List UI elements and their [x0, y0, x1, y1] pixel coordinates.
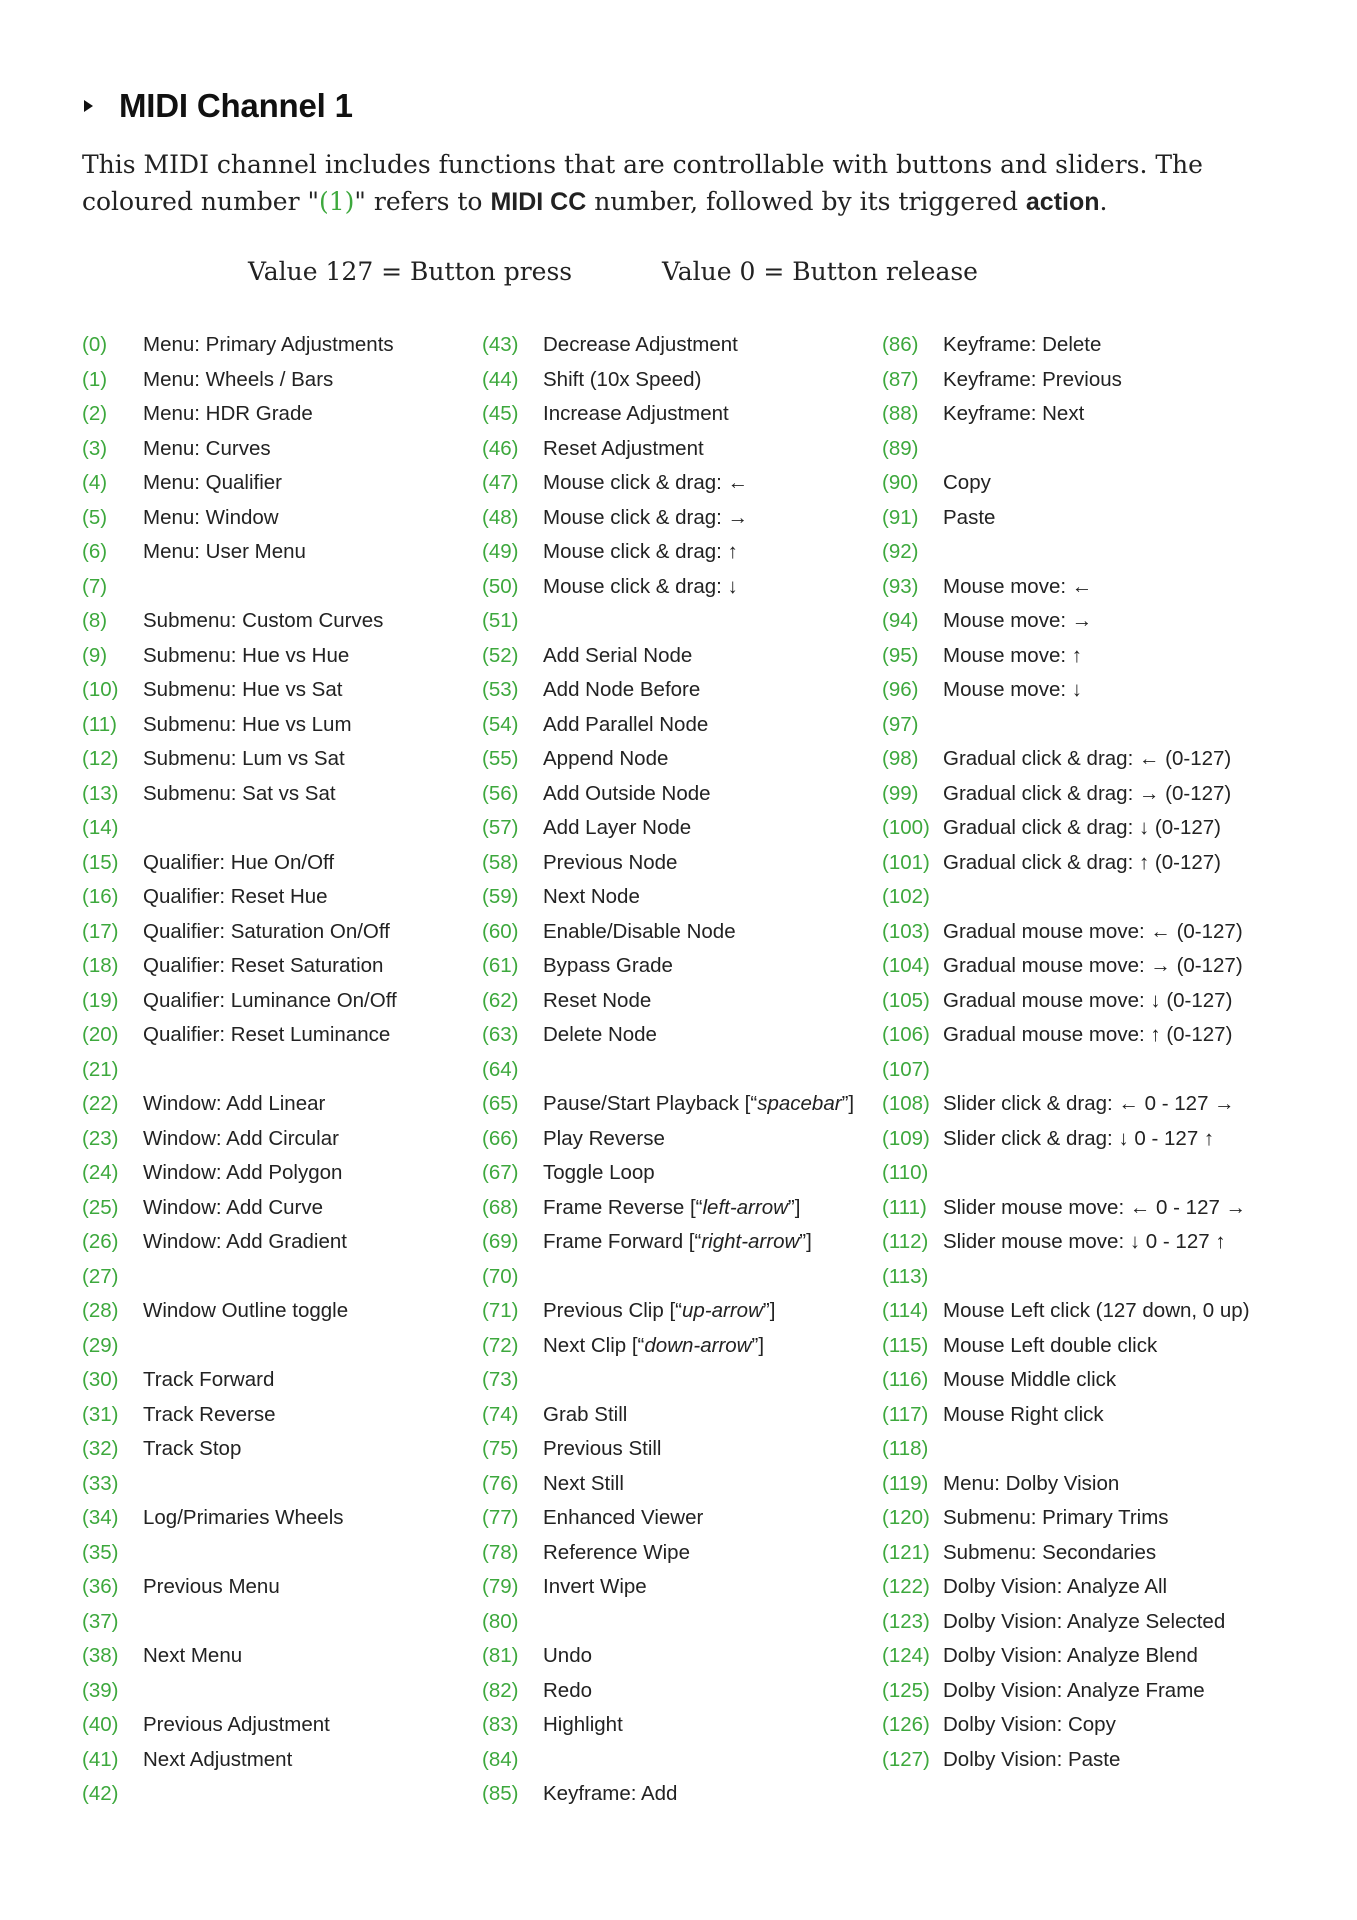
cc-number: (122) [882, 1575, 930, 1598]
cc-action: Track Reverse [143, 1402, 276, 1426]
cc-number: (14) [82, 816, 119, 839]
intro-cc-example: (1) [319, 187, 355, 216]
cc-number: (1) [82, 367, 108, 391]
cc-action: Dolby Vision: Analyze All [943, 1575, 1168, 1598]
cc-number: (24) [82, 1161, 119, 1184]
cc-number: (112) [882, 1230, 929, 1253]
cc-action: Highlight [543, 1713, 623, 1736]
intro-text-4: . [1099, 187, 1108, 216]
cc-number: (75) [482, 1437, 519, 1460]
cc-number: (53) [482, 678, 519, 701]
cc-number: (36) [82, 1575, 119, 1598]
cc-number: (13) [82, 781, 119, 805]
cc-number: (108) [882, 1092, 930, 1115]
cc-number: (87) [882, 367, 919, 391]
cc-number: (3) [82, 436, 108, 460]
cc-action: Mouse click & drag: ↑ [543, 540, 738, 563]
cc-number: (32) [82, 1437, 119, 1460]
cc-action: Submenu: Hue vs Sat [143, 678, 343, 701]
cc-number: (55) [482, 747, 519, 770]
cc-action: Play Reverse [543, 1126, 665, 1150]
cc-number: (71) [482, 1299, 519, 1322]
cc-action: Paste [943, 505, 996, 529]
cc-number: (65) [482, 1092, 519, 1115]
cc-action: Decrease Adjustment [543, 333, 738, 356]
cc-number: (58) [482, 850, 519, 874]
cc-number: (8) [82, 609, 108, 632]
cc-number: (46) [482, 436, 519, 460]
cc-number: (60) [482, 919, 519, 943]
cc-number: (125) [882, 1678, 930, 1702]
keyboard-key: down-arrow [644, 1333, 752, 1357]
cc-number: (18) [82, 954, 119, 977]
cc-number: (43) [482, 333, 519, 356]
cc-action: Slider click & drag: ← 0 - 127 → [943, 1092, 1235, 1115]
intro-midi-cc: MIDI CC [490, 188, 587, 216]
value-press-label: Value 127 = Button press [248, 257, 573, 286]
cc-number: (92) [882, 540, 919, 563]
cc-number: (42) [82, 1782, 119, 1805]
cc-action [543, 1087, 854, 1122]
cc-number: (82) [482, 1678, 519, 1702]
cc-number: (114) [882, 1299, 929, 1322]
cc-number: (99) [882, 781, 919, 805]
cc-action: Redo [543, 1678, 593, 1702]
cc-number: (28) [82, 1299, 119, 1322]
cc-action: Qualifier: Saturation On/Off [143, 919, 390, 943]
cc-number: (102) [882, 885, 930, 908]
cc-number: (117) [882, 1402, 929, 1426]
cc-number: (69) [482, 1230, 519, 1253]
cc-number: (76) [482, 1471, 519, 1495]
cc-number: (84) [482, 1747, 519, 1771]
cc-action: Submenu: Primary Trims [943, 1506, 1169, 1529]
cc-number: (81) [482, 1644, 519, 1667]
cc-number: (91) [882, 505, 919, 529]
cc-action: Qualifier: Luminance On/Off [143, 988, 397, 1012]
cc-number: (78) [482, 1540, 519, 1564]
cc-action: Mouse move: → [943, 609, 1093, 632]
cc-action-suffix: ”] [751, 1333, 765, 1357]
cc-number: (6) [82, 540, 108, 563]
cc-number: (0) [82, 333, 108, 356]
cc-number: (52) [482, 643, 519, 667]
cc-number: (22) [82, 1092, 119, 1115]
keyboard-key: up-arrow [682, 1299, 763, 1322]
cc-action: Bypass Grade [543, 954, 673, 977]
cc-action: Shift (10x Speed) [543, 367, 702, 391]
cc-action: Window Outline toggle [143, 1299, 349, 1322]
cc-action-suffix: ”] [787, 1195, 801, 1219]
cc-action-text: Previous Clip [“ [543, 1299, 682, 1322]
cc-action: Qualifier: Hue On/Off [143, 850, 335, 874]
cc-action: Slider mouse move: ↓ 0 - 127 ↑ [943, 1230, 1226, 1253]
cc-action: Submenu: Hue vs Lum [143, 712, 352, 736]
cc-number: (80) [482, 1609, 519, 1633]
cc-number: (17) [82, 919, 119, 943]
keyboard-key: spacebar [757, 1092, 842, 1115]
cc-number: (73) [482, 1368, 519, 1391]
cc-number: (37) [82, 1609, 119, 1633]
cc-action: Mouse Right click [943, 1402, 1104, 1426]
cc-action: Window: Add Linear [143, 1092, 326, 1115]
cc-action: Previous Still [543, 1437, 662, 1460]
section-heading[interactable] [84, 84, 353, 128]
cc-action: Reset Node [543, 988, 652, 1012]
cc-number: (63) [482, 1023, 519, 1046]
cc-number: (66) [482, 1126, 519, 1150]
cc-number: (124) [882, 1644, 930, 1667]
cc-number: (16) [82, 885, 119, 908]
cc-number: (79) [482, 1575, 519, 1598]
cc-number: (30) [82, 1368, 119, 1391]
cc-action: Submenu: Secondaries [943, 1540, 1157, 1564]
cc-action: Next Node [543, 885, 640, 908]
cc-action: Menu: Window [143, 505, 279, 529]
cc-action: Submenu: Lum vs Sat [143, 747, 345, 770]
cc-action: Keyframe: Delete [943, 333, 1102, 356]
cc-number: (62) [482, 988, 519, 1012]
cc-action: Menu: Dolby Vision [943, 1471, 1120, 1495]
cc-number: (38) [82, 1644, 119, 1667]
cc-number: (68) [482, 1195, 519, 1219]
cc-number: (113) [882, 1264, 929, 1288]
cc-action: Toggle Loop [543, 1161, 655, 1184]
cc-action-text: Frame Forward [“ [543, 1230, 702, 1253]
cc-number: (106) [882, 1023, 930, 1046]
cc-number: (59) [482, 885, 519, 908]
cc-action: Gradual mouse move: ← (0-127) [943, 919, 1243, 943]
cc-action: Keyframe: Add [543, 1782, 678, 1805]
cc-action: Reference Wipe [543, 1540, 690, 1564]
cc-action: Mouse Left double click [943, 1333, 1158, 1357]
cc-action: Enable/Disable Node [543, 919, 736, 943]
cc-number: (54) [482, 712, 519, 736]
cc-number: (126) [882, 1713, 930, 1736]
cc-number: (31) [82, 1402, 119, 1426]
cc-number: (111) [882, 1195, 927, 1219]
cc-action: Window: Add Polygon [143, 1161, 343, 1184]
cc-action [543, 1294, 775, 1329]
cc-action: Gradual click & drag: ↑ (0-127) [943, 850, 1222, 874]
cc-action [543, 1225, 812, 1260]
cc-number: (26) [82, 1230, 119, 1253]
cc-action: Menu: HDR Grade [143, 402, 313, 425]
cc-number: (15) [82, 850, 119, 874]
cc-action [543, 1191, 800, 1226]
cc-number: (51) [482, 609, 519, 632]
cc-action: Mouse move: ↑ [943, 643, 1082, 667]
cc-action: Next Adjustment [143, 1747, 293, 1771]
cc-number: (115) [882, 1333, 929, 1357]
cc-number: (57) [482, 816, 519, 839]
cc-action: Dolby Vision: Analyze Blend [943, 1644, 1198, 1667]
cc-action: Mouse move: ↓ [943, 678, 1082, 701]
cc-action-suffix: ”] [762, 1299, 776, 1322]
cc-action: Reset Adjustment [543, 436, 704, 460]
cc-action: Qualifier: Reset Luminance [143, 1023, 391, 1046]
cc-number: (116) [882, 1368, 929, 1391]
cc-number: (110) [882, 1161, 929, 1184]
cc-action: Grab Still [543, 1402, 628, 1426]
cc-action: Menu: Wheels / Bars [143, 367, 334, 391]
cc-number: (103) [882, 919, 930, 943]
cc-action: Track Forward [143, 1368, 275, 1391]
section-title: MIDI Channel 1 [119, 87, 353, 124]
cc-action: Menu: Qualifier [143, 471, 283, 494]
cc-number: (107) [882, 1057, 930, 1081]
cc-action: Submenu: Custom Curves [143, 609, 384, 632]
cc-action: Previous Adjustment [143, 1713, 330, 1736]
cc-number: (20) [82, 1023, 119, 1046]
cc-number: (86) [882, 333, 919, 356]
cc-number: (119) [882, 1471, 929, 1495]
cc-number: (21) [82, 1057, 119, 1081]
cc-number: (45) [482, 402, 519, 425]
cc-number: (61) [482, 954, 519, 977]
cc-action: Log/Primaries Wheels [143, 1506, 344, 1529]
cc-action: Mouse click & drag: → [543, 505, 749, 529]
cc-number: (25) [82, 1195, 119, 1219]
cc-action: Gradual click & drag: ← (0-127) [943, 747, 1232, 770]
cc-number: (34) [82, 1506, 119, 1529]
cc-action [543, 1329, 764, 1364]
cc-action: Gradual mouse move: → (0-127) [943, 954, 1243, 977]
cc-action: Window: Add Curve [143, 1195, 324, 1219]
cc-action: Dolby Vision: Analyze Selected [943, 1609, 1226, 1633]
cc-action: Qualifier: Reset Saturation [143, 954, 384, 977]
cc-number: (83) [482, 1713, 519, 1736]
cc-number: (77) [482, 1506, 519, 1529]
cc-number: (85) [482, 1782, 519, 1805]
intro-text-3: number, followed by its triggered [586, 187, 1026, 216]
cc-number: (2) [82, 402, 108, 425]
cc-number: (35) [82, 1540, 119, 1564]
cc-number: (118) [882, 1437, 929, 1460]
cc-number: (127) [882, 1747, 930, 1771]
cc-action: Add Layer Node [543, 816, 692, 839]
cc-action-suffix: ”] [799, 1230, 812, 1253]
cc-number: (123) [882, 1609, 930, 1633]
cc-action: Track Stop [143, 1437, 242, 1460]
cc-number: (29) [82, 1333, 119, 1357]
cc-action: Mouse Middle click [943, 1368, 1117, 1391]
cc-number: (19) [82, 988, 119, 1012]
cc-action: Add Serial Node [543, 643, 693, 667]
cc-number: (49) [482, 540, 519, 563]
cc-number: (33) [82, 1471, 119, 1495]
cc-action: Copy [943, 471, 991, 494]
cc-number: (5) [82, 505, 108, 529]
intro-text-1: This MIDI channel includes functions that are controllable with buttons and sliders. The coloured number " [82, 150, 1203, 216]
cc-action: Previous Node [543, 850, 678, 874]
intro-action: action [1025, 188, 1100, 216]
cc-action: Add Parallel Node [543, 712, 709, 736]
cc-number: (11) [82, 712, 117, 736]
cc-action: Submenu: Sat vs Sat [143, 781, 336, 805]
cc-number: (90) [882, 471, 919, 494]
cc-number: (12) [82, 747, 119, 770]
cc-number: (104) [882, 954, 930, 977]
cc-number: (95) [882, 643, 919, 667]
intro-paragraph [82, 146, 1282, 221]
cc-action: Gradual click & drag: ↓ (0-127) [943, 816, 1222, 839]
cc-action: Increase Adjustment [543, 402, 729, 425]
cc-action: Gradual mouse move: ↓ (0-127) [943, 988, 1233, 1012]
cc-number: (70) [482, 1264, 519, 1288]
cc-action: Undo [543, 1644, 593, 1667]
cc-number: (47) [482, 471, 519, 494]
cc-action: Slider mouse move: ← 0 - 127 → [943, 1195, 1247, 1219]
cc-number: (56) [482, 781, 519, 805]
cc-number: (10) [82, 678, 119, 701]
cc-number: (89) [882, 436, 919, 460]
cc-number: (40) [82, 1713, 119, 1736]
cc-action: Invert Wipe [543, 1575, 647, 1598]
cc-action: Keyframe: Previous [943, 367, 1122, 391]
cc-action: Menu: Curves [143, 436, 271, 460]
cc-number: (4) [82, 471, 108, 494]
cc-number: (41) [82, 1747, 119, 1771]
cc-action: Slider click & drag: ↓ 0 - 127 ↑ [943, 1126, 1215, 1150]
cc-action: Qualifier: Reset Hue [143, 885, 328, 908]
cc-number: (67) [482, 1161, 519, 1184]
cc-number: (94) [882, 609, 919, 632]
cc-action: Dolby Vision: Copy [943, 1713, 1116, 1736]
cc-action: Mouse Left click (127 down, 0 up) [943, 1299, 1250, 1322]
cc-number: (121) [882, 1540, 930, 1564]
cc-action: Next Still [543, 1471, 624, 1495]
cc-number: (109) [882, 1126, 930, 1150]
cc-number: (9) [82, 643, 108, 667]
cc-number: (97) [882, 712, 919, 736]
cc-action: Enhanced Viewer [543, 1506, 704, 1529]
intro-text-2: " refers to [354, 187, 491, 216]
cc-action: Mouse click & drag: ↓ [543, 574, 738, 598]
cc-number: (74) [482, 1402, 519, 1426]
cc-action: Add Outside Node [543, 781, 711, 805]
cc-action-text: Pause/Start Playback [“ [543, 1092, 758, 1115]
keyboard-key: left-arrow [702, 1195, 788, 1219]
cc-action: Submenu: Hue vs Hue [143, 643, 350, 667]
cc-action: Previous Menu [143, 1575, 280, 1598]
cc-action: Gradual mouse move: ↑ (0-127) [943, 1023, 1233, 1046]
cc-number: (100) [882, 816, 930, 839]
cc-action-suffix: ”] [841, 1092, 855, 1115]
disclosure-triangle-icon[interactable] [84, 100, 93, 112]
cc-action: Mouse click & drag: ← [543, 471, 749, 494]
cc-action: Delete Node [543, 1023, 657, 1046]
cc-action-text: Next Clip [“ [543, 1333, 645, 1357]
cc-number: (39) [82, 1678, 119, 1702]
cc-action: Mouse move: ← [943, 574, 1093, 598]
cc-number: (96) [882, 678, 919, 701]
cc-action: Next Menu [143, 1644, 243, 1667]
cc-number: (93) [882, 574, 919, 598]
cc-action: Window: Add Gradient [143, 1230, 347, 1253]
cc-action: Gradual click & drag: → (0-127) [943, 781, 1232, 805]
cc-action: Dolby Vision: Analyze Frame [943, 1678, 1205, 1702]
cc-number: (105) [882, 988, 930, 1012]
cc-action: Append Node [543, 747, 669, 770]
cc-number: (50) [482, 574, 519, 598]
value-release-label: Value 0 = Button release [662, 257, 978, 286]
cc-number: (120) [882, 1506, 930, 1529]
cc-number: (7) [82, 574, 108, 598]
cc-number: (44) [482, 367, 519, 391]
cc-number: (101) [882, 850, 930, 874]
cc-number: (88) [882, 402, 919, 425]
cc-number: (27) [82, 1264, 119, 1288]
cc-number: (98) [882, 747, 919, 770]
cc-number: (48) [482, 505, 519, 529]
cc-number: (72) [482, 1333, 519, 1357]
cc-action: Keyframe: Next [943, 402, 1085, 425]
cc-number: (64) [482, 1057, 519, 1081]
cc-number: (23) [82, 1126, 119, 1150]
cc-action: Window: Add Circular [143, 1126, 339, 1150]
cc-action: Menu: Primary Adjustments [143, 333, 394, 356]
cc-action-text: Frame Reverse [“ [543, 1195, 703, 1219]
cc-action: Add Node Before [543, 678, 701, 701]
cc-action: Dolby Vision: Paste [943, 1747, 1121, 1771]
cc-action: Menu: User Menu [143, 540, 306, 563]
keyboard-key: right-arrow [701, 1230, 800, 1253]
